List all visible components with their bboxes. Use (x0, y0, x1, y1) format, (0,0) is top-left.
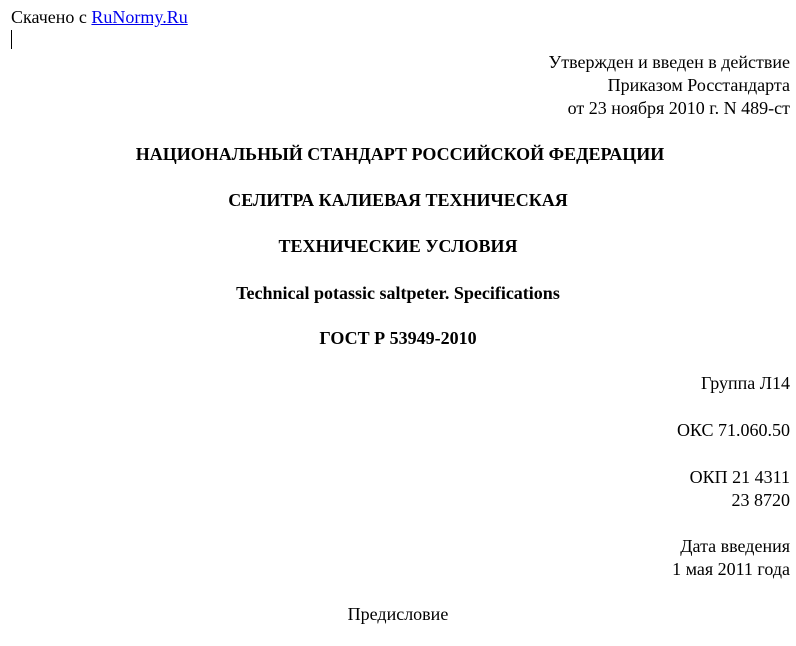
oks-code: ОКС 71.060.50 (676, 420, 790, 440)
okp-code-line-2: 23 8720 (731, 490, 790, 510)
technical-conditions-title: ТЕХНИЧЕСКИЕ УСЛОВИЯ (278, 236, 518, 256)
approval-line-1: Утвержден и введен в действие (548, 52, 790, 72)
preface-heading: Предисловие (347, 604, 449, 624)
downloaded-prefix: Скачено с (11, 7, 92, 27)
introduction-date-value: 1 мая 2011 года (672, 559, 790, 579)
text-cursor (11, 30, 12, 49)
english-title: Technical potassic saltpeter. Specifications (236, 283, 560, 303)
approval-line-3: от 23 ноября 2010 г. N 489-ст (567, 98, 790, 118)
gost-number: ГОСТ Р 53949-2010 (319, 328, 477, 348)
national-standard-title: НАЦИОНАЛЬНЫЙ СТАНДАРТ РОССИЙСКОЙ ФЕДЕРАЦИИ (135, 144, 665, 164)
group-code: Группа Л14 (701, 373, 790, 393)
okp-code-line-1: ОКП 21 4311 (689, 467, 790, 487)
okp-code-block (690, 466, 790, 512)
source-line (11, 6, 188, 28)
approval-block (548, 51, 790, 120)
approval-line-2: Приказом Росстандарта (607, 75, 790, 95)
runormy-link[interactable]: RuNormy.Ru (91, 7, 188, 27)
product-title: СЕЛИТРА КАЛИЕВАЯ ТЕХНИЧЕСКАЯ (228, 190, 568, 210)
introduction-date-label: Дата введения (680, 536, 790, 556)
introduction-date-block (672, 535, 790, 581)
